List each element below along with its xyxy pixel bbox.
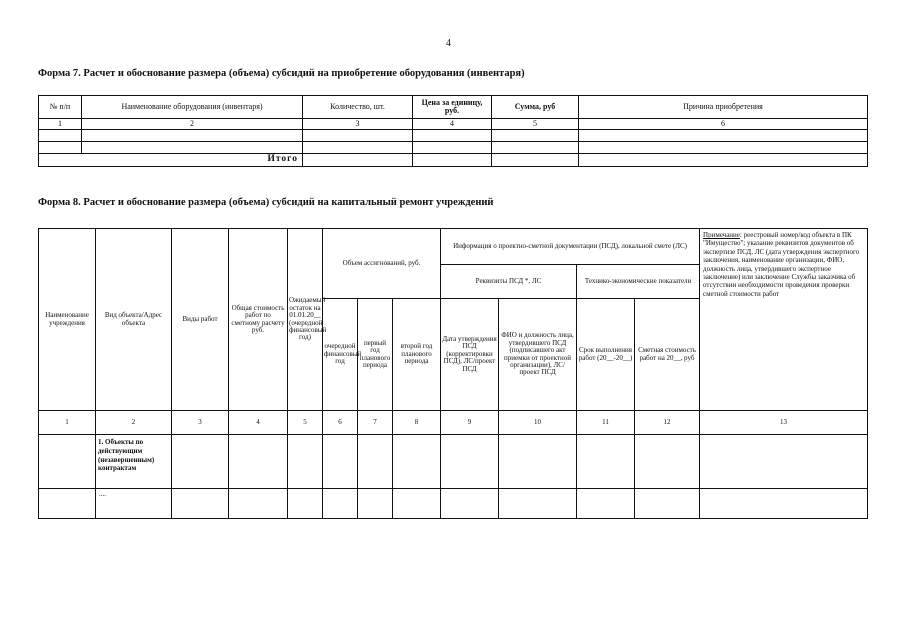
header-quantity: Количество, шт.: [303, 96, 413, 119]
header-approval-date: Дата утверждения ПСД (корректировки ПСД), ЛС/проект ПСД: [441, 299, 499, 411]
table-cell: [393, 435, 441, 489]
col-number: 2: [82, 119, 303, 130]
note-label: Примечание: [703, 231, 740, 239]
table-cell: [82, 130, 303, 142]
table-cell: [577, 489, 635, 519]
col-number: 4: [229, 411, 288, 435]
table-cell: [323, 489, 358, 519]
header-expected-balance: Ожидаемый остаток на 01.01.20__ (очередной финансовый год): [288, 229, 323, 411]
col-number: 1: [39, 119, 82, 130]
table-row: [39, 489, 868, 519]
table-cell: [39, 142, 82, 154]
table-cell: [82, 142, 303, 154]
header-estimate: Сметная стоимость работ на 20__, руб: [635, 299, 700, 411]
table-cell: [393, 489, 441, 519]
col-number: 5: [492, 119, 579, 130]
col-number: 13: [700, 411, 868, 435]
table-cell: [413, 154, 492, 167]
column-number-row: [39, 119, 868, 130]
table-cell: [441, 435, 499, 489]
table-cell: [288, 435, 323, 489]
header-reason: Причина приобретения: [579, 96, 868, 119]
col-number: 1: [39, 411, 96, 435]
header-approver: ФИО и должность лица, утвердившего ПСД (подписавшего акт приемки от проектной организации), ЛС/проект ПСД: [499, 299, 577, 411]
table-cell: [39, 435, 96, 489]
category-active-contracts: 1. Объекты по действующим (незавершенным) контрактам: [96, 435, 172, 489]
table-cell: [413, 142, 492, 154]
table-cell: [229, 435, 288, 489]
table-cell: [492, 142, 579, 154]
table-cell: [579, 130, 868, 142]
total-row: [39, 154, 868, 167]
total-label: Итого: [39, 154, 303, 167]
col-number: 6: [323, 411, 358, 435]
col-number: 2: [96, 411, 172, 435]
header-unit-price: Цена за единицу, руб.: [413, 96, 492, 119]
form7-title: Форма 7. Расчет и обоснование размера (объема) субсидий на приобретение оборудования (инвентаря): [38, 68, 525, 79]
column-number-row: [39, 411, 868, 435]
table-cell: [579, 142, 868, 154]
table-cell: [303, 130, 413, 142]
form7-table: [38, 95, 868, 167]
table-cell: [358, 435, 393, 489]
table-cell: [492, 130, 579, 142]
table-cell: [499, 489, 577, 519]
header-fund-second-year: второй год планового периода: [393, 299, 441, 411]
form8-title: Форма 8. Расчет и обоснование размера (объема) субсидий на капитальный ремонт учреждений: [38, 197, 494, 208]
table-cell: [39, 489, 96, 519]
note-text: : реестровый номер/код объекта в ПК "Имущество"; указание реквизитов документов об экспертизе ПСД, ЛС (дата утверждения экспертного заключения, наименование организации, ФИО, должность лица, утвердившего экспертное заключение) или заключение Службы заказчика об отсутствии необходимости проведения проверки сметной стоимости работ: [703, 231, 860, 298]
table-cell: [229, 489, 288, 519]
ellipsis-cell: ....: [96, 489, 172, 519]
header-institution-name: Наименование учреждения: [39, 229, 96, 411]
col-number: 10: [499, 411, 577, 435]
header-equipment-name: Наименование оборудования (инвентаря): [82, 96, 303, 119]
table-cell: [635, 489, 700, 519]
col-number: 3: [172, 411, 229, 435]
header-fund-first-year: первый год планового периода: [358, 299, 393, 411]
table-cell: [172, 489, 229, 519]
col-number: 5: [288, 411, 323, 435]
page-number: 4: [446, 38, 451, 49]
header-funding-group: Объем ассигнований, руб.: [323, 229, 441, 299]
header-psd-requisites: Реквизиты ПСД *, ЛС: [441, 265, 577, 299]
col-number: 11: [577, 411, 635, 435]
table-cell: [635, 435, 700, 489]
table-cell: [577, 435, 635, 489]
header-total-cost: Общая стоимость работ по сметному расчету руб.: [229, 229, 288, 411]
form8-table: [38, 228, 868, 519]
header-psd-group: Информация о проектно-сметной документации (ПСД), локальной смете (ЛС): [441, 229, 700, 265]
table-cell: [288, 489, 323, 519]
col-number: 8: [393, 411, 441, 435]
header-work-types: Виды работ: [172, 229, 229, 411]
header-number: № п/п: [39, 96, 82, 119]
table-cell: [700, 435, 868, 489]
header-object-type-address: Вид объекта/Адрес объекта: [96, 229, 172, 411]
col-number: 9: [441, 411, 499, 435]
table-header-row: [39, 96, 868, 119]
table-cell: [492, 154, 579, 167]
table-cell: [358, 489, 393, 519]
table-row: [39, 130, 868, 142]
table-cell: [39, 130, 82, 142]
col-number: 3: [303, 119, 413, 130]
col-number: 4: [413, 119, 492, 130]
header-term: Срок выполнения работ (20__-20__): [577, 299, 635, 411]
header-sum: Сумма, руб: [492, 96, 579, 119]
col-number: 6: [579, 119, 868, 130]
table-cell: [700, 489, 868, 519]
table-cell: [303, 154, 413, 167]
table-cell: [441, 489, 499, 519]
table-cell: [303, 142, 413, 154]
table-row: [39, 142, 868, 154]
header-tech-indicators: Технико-экономические показатели: [577, 265, 700, 299]
col-number: 7: [358, 411, 393, 435]
table-row: [39, 435, 868, 489]
table-cell: [413, 130, 492, 142]
table-cell: [499, 435, 577, 489]
table-cell: [579, 154, 868, 167]
header-fund-current-year: очередной финансовый год: [323, 299, 358, 411]
col-number: 12: [635, 411, 700, 435]
header-note: [700, 229, 868, 411]
table-cell: [172, 435, 229, 489]
table-cell: [323, 435, 358, 489]
header-row-1: [39, 229, 868, 265]
